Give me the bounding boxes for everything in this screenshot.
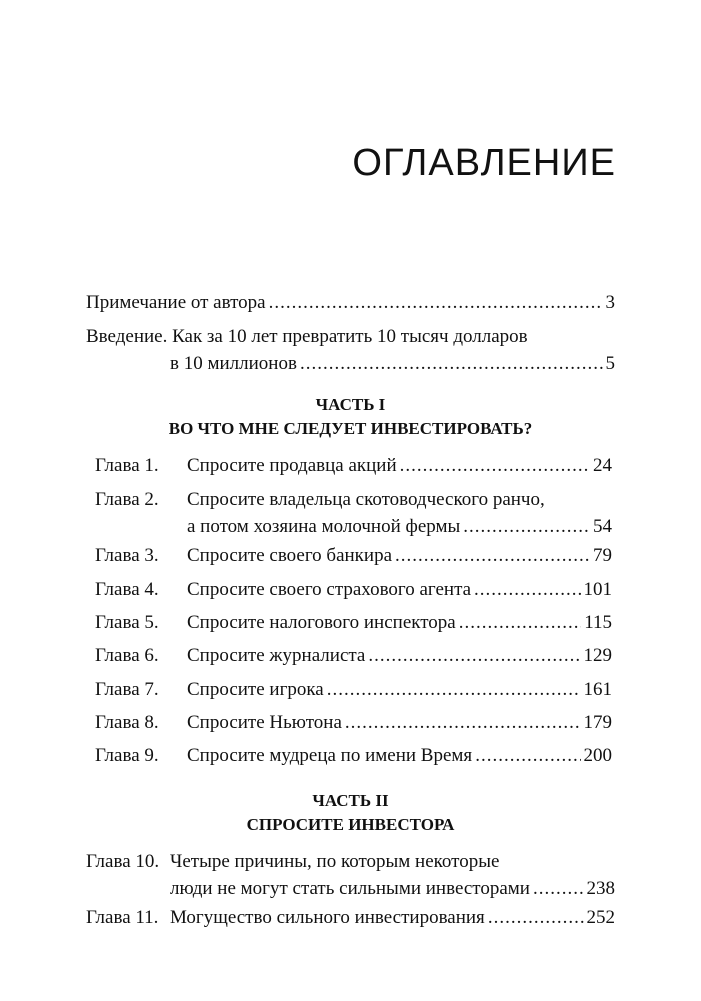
toc-chapter-4[interactable] <box>95 576 612 603</box>
toc-entry-title-continued: в 10 миллионов <box>170 353 297 374</box>
chapter-label: Глава 11. <box>86 907 159 928</box>
chapter-title: Четыре причины, по которым некоторые <box>170 851 500 872</box>
chapter-title: Спросите мудреца по имени Время <box>187 745 473 766</box>
toc-chapter-10[interactable] <box>86 848 615 902</box>
part-heading <box>0 789 701 837</box>
toc-chapter-5[interactable] <box>95 609 612 636</box>
chapter-title: Спросите своего банкира <box>187 545 393 566</box>
dot-leader <box>488 904 584 931</box>
toc-chapter-8[interactable] <box>95 709 612 736</box>
toc-page-number: 79 <box>593 545 612 566</box>
dot-leader <box>300 350 603 377</box>
chapter-title: Спросите владельца скотоводческого ранчо, <box>187 489 545 510</box>
chapter-title: Спросите игрока <box>187 679 324 700</box>
dot-leader <box>400 452 590 479</box>
chapter-label: Глава 6. <box>95 645 159 666</box>
toc-entry-introduction[interactable] <box>86 323 615 377</box>
toc-chapter-11[interactable] <box>86 904 615 931</box>
chapter-title: Спросите журналиста <box>187 645 366 666</box>
chapter-label: Глава 4. <box>95 579 159 600</box>
toc-page-number: 101 <box>583 579 612 600</box>
chapter-title: Спросите налогового инспектора <box>187 612 456 633</box>
part-label: ЧАСТЬ II <box>312 791 389 810</box>
toc-page-number: 5 <box>605 353 615 374</box>
part-heading <box>0 393 701 441</box>
chapter-label: Глава 5. <box>95 612 159 633</box>
toc-page-number: 252 <box>586 907 615 928</box>
chapter-title: Могущество сильного инвестирования <box>170 907 485 928</box>
chapter-title: Спросите Ньютона <box>187 712 342 733</box>
chapter-label: Глава 7. <box>95 679 159 700</box>
toc-page-number: 129 <box>583 645 612 666</box>
part-title: СПРОСИТЕ ИНВЕСТОРА <box>246 815 455 834</box>
dot-leader <box>474 576 580 603</box>
toc-chapter-2[interactable] <box>95 486 612 540</box>
dot-leader <box>345 709 581 736</box>
toc-page-number: 179 <box>583 712 612 733</box>
dot-leader <box>368 642 580 669</box>
toc-page-number: 115 <box>584 612 612 633</box>
chapter-title-continued: люди не могут стать сильными инвесторами <box>170 878 530 899</box>
chapter-title: Спросите продавца акций <box>187 455 397 476</box>
toc-page-number: 54 <box>593 516 612 537</box>
chapter-label: Глава 8. <box>95 712 159 733</box>
toc-entry-author-note[interactable] <box>86 289 615 316</box>
part-label: ЧАСТЬ I <box>315 395 386 414</box>
chapter-label: Глава 10. <box>86 851 160 872</box>
toc-chapter-9[interactable] <box>95 742 612 769</box>
chapter-title-continued: а потом хозяина молочной фермы <box>187 516 461 537</box>
toc-entry-title: Примечание от автора <box>86 292 266 313</box>
toc-chapter-6[interactable] <box>95 642 612 669</box>
page-title: ОГЛАВЛЕНИЕ <box>352 142 616 184</box>
toc-page-number: 24 <box>593 455 612 476</box>
toc-chapter-3[interactable] <box>95 542 612 569</box>
toc-page-number: 161 <box>583 679 612 700</box>
dot-leader <box>463 513 590 540</box>
chapter-label: Глава 3. <box>95 545 159 566</box>
dot-leader <box>475 742 580 769</box>
toc-chapter-1[interactable] <box>95 452 612 479</box>
chapter-label: Глава 9. <box>95 745 159 766</box>
toc-entry-title: Введение. Как за 10 лет превратить 10 тысяч долларов <box>86 326 528 347</box>
chapter-title: Спросите своего страхового агента <box>187 579 472 600</box>
dot-leader <box>459 609 581 636</box>
dot-leader <box>327 676 581 703</box>
dot-leader <box>269 289 603 316</box>
chapter-label: Глава 1. <box>95 455 159 476</box>
toc-page-number: 200 <box>583 745 612 766</box>
part-title: ВО ЧТО МНЕ СЛЕДУЕТ ИНВЕСТИРОВАТЬ? <box>168 419 533 438</box>
dot-leader <box>533 875 584 902</box>
chapter-label: Глава 2. <box>95 489 159 510</box>
toc-chapter-7[interactable] <box>95 676 612 703</box>
toc-page-number: 3 <box>605 292 615 313</box>
toc-page-number: 238 <box>586 878 615 899</box>
dot-leader <box>395 542 590 569</box>
